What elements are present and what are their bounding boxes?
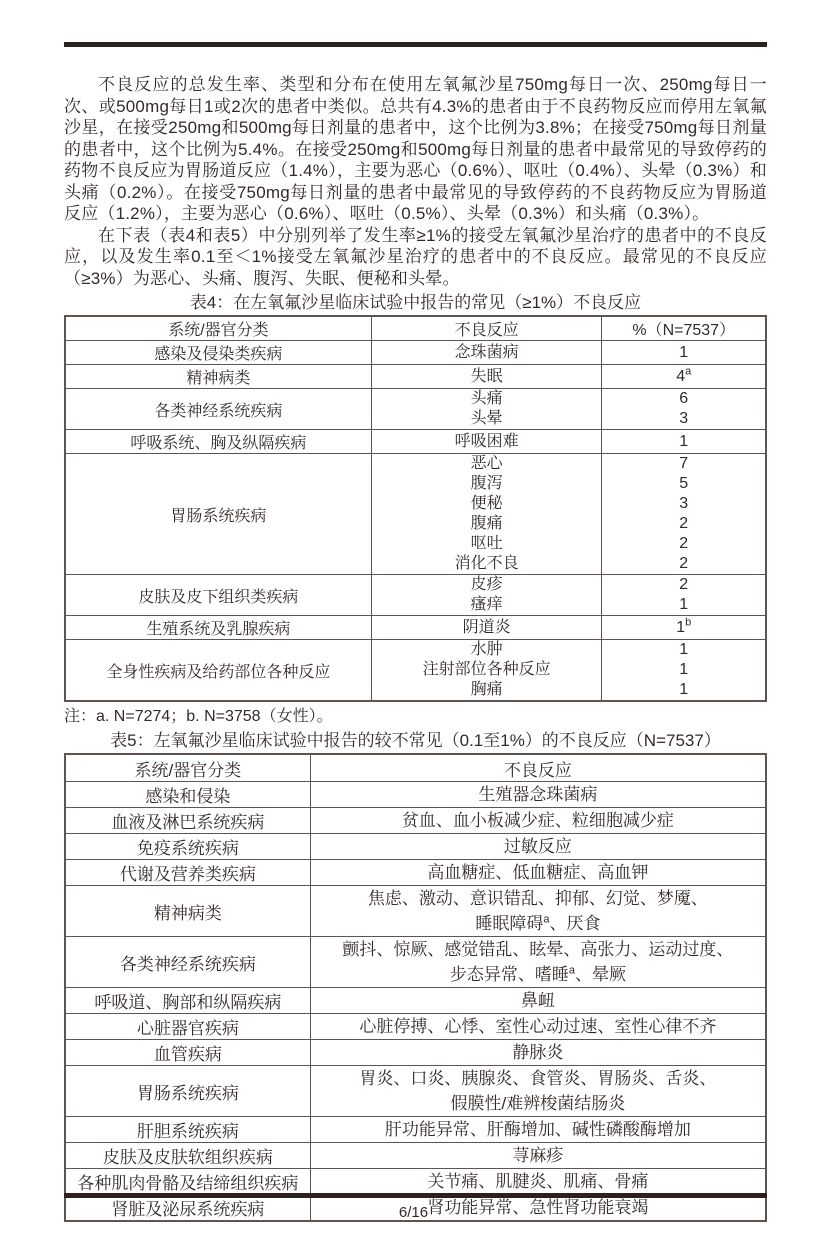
system-organ-class-cell: 感染和侵染 <box>65 782 310 808</box>
table-row <box>65 1143 766 1169</box>
table4-common-adverse-reactions <box>64 315 767 702</box>
percent-cell: 1 1 1 <box>602 640 766 702</box>
system-organ-class-cell: 全身性疾病及给药部位各种反应 <box>65 640 371 702</box>
system-organ-class-cell: 生殖系统及乳腺疾病 <box>65 616 371 640</box>
table4-caption: 表4：在左氧氟沙星临床试验中报告的常见（≥1%）不良反应 <box>189 293 642 312</box>
system-organ-class-cell: 呼吸道、胸部和纵隔疾病 <box>65 988 310 1014</box>
adverse-reaction-cell: 荨麻疹 <box>310 1143 766 1169</box>
percent-cell: 6 3 <box>602 389 766 430</box>
percent-cell: 2 1 <box>602 575 766 616</box>
adverse-reaction-cell: 胃炎、口炎、胰腺炎、食管炎、胃肠炎、舌炎、 假膜性/难辨梭菌结肠炎 <box>310 1066 766 1117</box>
table-row <box>65 1066 766 1117</box>
footnote-marker: a <box>685 365 692 378</box>
adverse-reaction-cell: 焦虑、激动、意识错乱、抑郁、幻觉、梦魇、 睡眠障碍$^a$、厌食 <box>310 886 766 937</box>
page-number: 6/16 <box>398 1204 429 1221</box>
paragraph-tables-intro: 在下表（表4和表5）中分别列举了发生率≥1%的接受左氧氟沙星治疗的患者中的不良反应，以及发生率0.1至＜1%接受左氧氟沙星治疗的患者中的不良反应。最常见的不良反应（≥3%）为恶心、头痛、腹泻、失眠、便秘和头晕。 <box>64 225 767 288</box>
table-row <box>65 341 766 365</box>
adverse-reaction-cell: 贫血、血小板减少症、粒细胞减少症 <box>310 808 766 834</box>
adverse-reaction-cell: 生殖器念珠菌病 <box>310 782 766 808</box>
percent-cell: 1$^b$ <box>602 616 766 640</box>
system-organ-class-cell: 心脏器官疾病 <box>65 1014 310 1040</box>
percent-cell: 1 <box>602 341 766 365</box>
system-organ-class-cell: 血管疾病 <box>65 1040 310 1066</box>
table5-header-system-organ-class: 系统/器官分类 <box>65 754 310 782</box>
adverse-reaction-cell: 皮疹 瘙痒 <box>371 575 602 616</box>
table-row <box>65 808 766 834</box>
table-row <box>65 937 766 988</box>
system-organ-class-cell: 呼吸系统、胸及纵隔疾病 <box>65 430 371 454</box>
adverse-reaction-cell: 恶心 腹泻 便秘 腹痛 呕吐 消化不良 <box>371 454 602 575</box>
system-organ-class-cell: 各类神经系统疾病 <box>65 937 310 988</box>
adverse-reaction-cell: 高血糖症、低血糖症、高血钾 <box>310 860 766 886</box>
table4-header-row <box>65 316 766 341</box>
adverse-reaction-cell: 头痛 头晕 <box>371 389 602 430</box>
adverse-reaction-cell: 心脏停搏、心悸、室性心动过速、室性心律不齐 <box>310 1014 766 1040</box>
table4-header-system-organ-class: 系统/器官分类 <box>65 316 371 341</box>
table5-caption: 表5：左氧氟沙星临床试验中报告的较不常见（0.1至1%）的不良反应（N=7537） <box>110 731 721 750</box>
adverse-reaction-cell: 关节痛、肌腱炎、肌痛、骨痛 <box>310 1169 766 1195</box>
table-row <box>65 454 766 575</box>
system-organ-class-cell: 肾脏及泌尿系统疾病 <box>65 1195 310 1222</box>
adverse-reaction-cell: 静脉炎 <box>310 1040 766 1066</box>
adverse-reaction-cell: 颤抖、惊厥、感觉错乱、眩晕、高张力、运动过度、 步态异常、嗜睡$^a$、晕厥 <box>310 937 766 988</box>
table-row <box>65 365 766 389</box>
system-organ-class-cell: 精神病类 <box>65 365 371 389</box>
adverse-reaction-cell: 失眠 <box>371 365 602 389</box>
table-row <box>65 1040 766 1066</box>
adverse-reaction-cell: 过敏反应 <box>310 834 766 860</box>
table4-header-adverse-reaction: 不良反应 <box>371 316 602 341</box>
table4-header-percent: %（N=7537） <box>602 316 766 341</box>
table-row <box>65 860 766 886</box>
adverse-reaction-cell: 肾功能异常、急性肾功能衰竭 <box>310 1195 766 1222</box>
system-organ-class-cell: 代谢及营养类疾病 <box>65 860 310 886</box>
adverse-reaction-cell: 水肿 注射部位各种反应 胸痛 <box>371 640 602 702</box>
footnote-marker: a <box>568 964 575 977</box>
bottom-rule <box>64 1193 767 1198</box>
table4-footnote: 注：a. N=7274；b. N=3758（女性）。 <box>64 708 333 725</box>
adverse-reaction-cell: 阴道炎 <box>371 616 602 640</box>
percent-cell: 7 5 3 2 2 2 <box>602 454 766 575</box>
table-row <box>65 1169 766 1195</box>
system-organ-class-cell: 血液及淋巴系统疾病 <box>65 808 310 834</box>
table-row <box>65 430 766 454</box>
system-organ-class-cell: 皮肤及皮肤软组织疾病 <box>65 1143 310 1169</box>
system-organ-class-cell: 肝胆系统疾病 <box>65 1117 310 1143</box>
system-organ-class-cell: 胃肠系统疾病 <box>65 454 371 575</box>
system-organ-class-cell: 免疫系统疾病 <box>65 834 310 860</box>
adverse-reaction-cell: 呼吸困难 <box>371 430 602 454</box>
percent-cell: 1 <box>602 430 766 454</box>
footnote-marker: b <box>685 616 692 629</box>
system-organ-class-cell: 各类神经系统疾病 <box>65 389 371 430</box>
page-content <box>64 47 767 1222</box>
table-row <box>65 1014 766 1040</box>
table5-header-row <box>65 754 766 782</box>
footnote-marker: a <box>543 913 550 926</box>
table-row <box>65 575 766 616</box>
table-row <box>65 640 766 702</box>
table-row <box>65 389 766 430</box>
adverse-reaction-cell: 鼻衄 <box>310 988 766 1014</box>
table-row <box>65 988 766 1014</box>
percent-cell: 4$^a$ <box>602 365 766 389</box>
system-organ-class-cell: 各种肌肉骨骼及结缔组织疾病 <box>65 1169 310 1195</box>
system-organ-class-cell: 皮肤及皮下组织类疾病 <box>65 575 371 616</box>
table-row <box>65 834 766 860</box>
table-row <box>65 782 766 808</box>
adverse-reaction-cell: 肝功能异常、肝酶增加、碱性磷酸酶增加 <box>310 1117 766 1143</box>
paragraph-overall-incidence: 不良反应的总发生率、类型和分布在使用左氧氟沙星750mg每日一次、250mg每日一次、或500mg每日1或2次的患者中类似。总共有4.3%的患者由于不良药物反应而停用左氧氟沙星，在接受250mg和500mg每日剂量的患者中，这个比例为3.8%；在接受750mg每日剂量的患者中，这个比例为5.4%。在接受250mg和500mg每日剂量的患者中最常见的导致停药的药物不良反应为胃肠道反应（1.4%），主要为恶心（0.6%）、呕吐（0.4%）、头晕（0.3%）和头痛（0.2%）。在接受750mg每日剂量的患者中最常见的导致停药的不良药物反应为胃肠道反应（1.2%），主要为恶心（0.6%）、呕吐（0.5%）、头晕（0.3%）和头痛（0.3%）。 <box>64 75 767 223</box>
table-row <box>65 886 766 937</box>
adverse-reaction-cell: 念珠菌病 <box>371 341 602 365</box>
system-organ-class-cell: 胃肠系统疾病 <box>65 1066 310 1117</box>
table5-header-adverse-reaction: 不良反应 <box>310 754 766 782</box>
system-organ-class-cell: 精神病类 <box>65 886 310 937</box>
system-organ-class-cell: 感染及侵染类疾病 <box>65 341 371 365</box>
table-row <box>65 1117 766 1143</box>
table5-less-common-adverse-reactions <box>64 753 767 1222</box>
table-row <box>65 616 766 640</box>
